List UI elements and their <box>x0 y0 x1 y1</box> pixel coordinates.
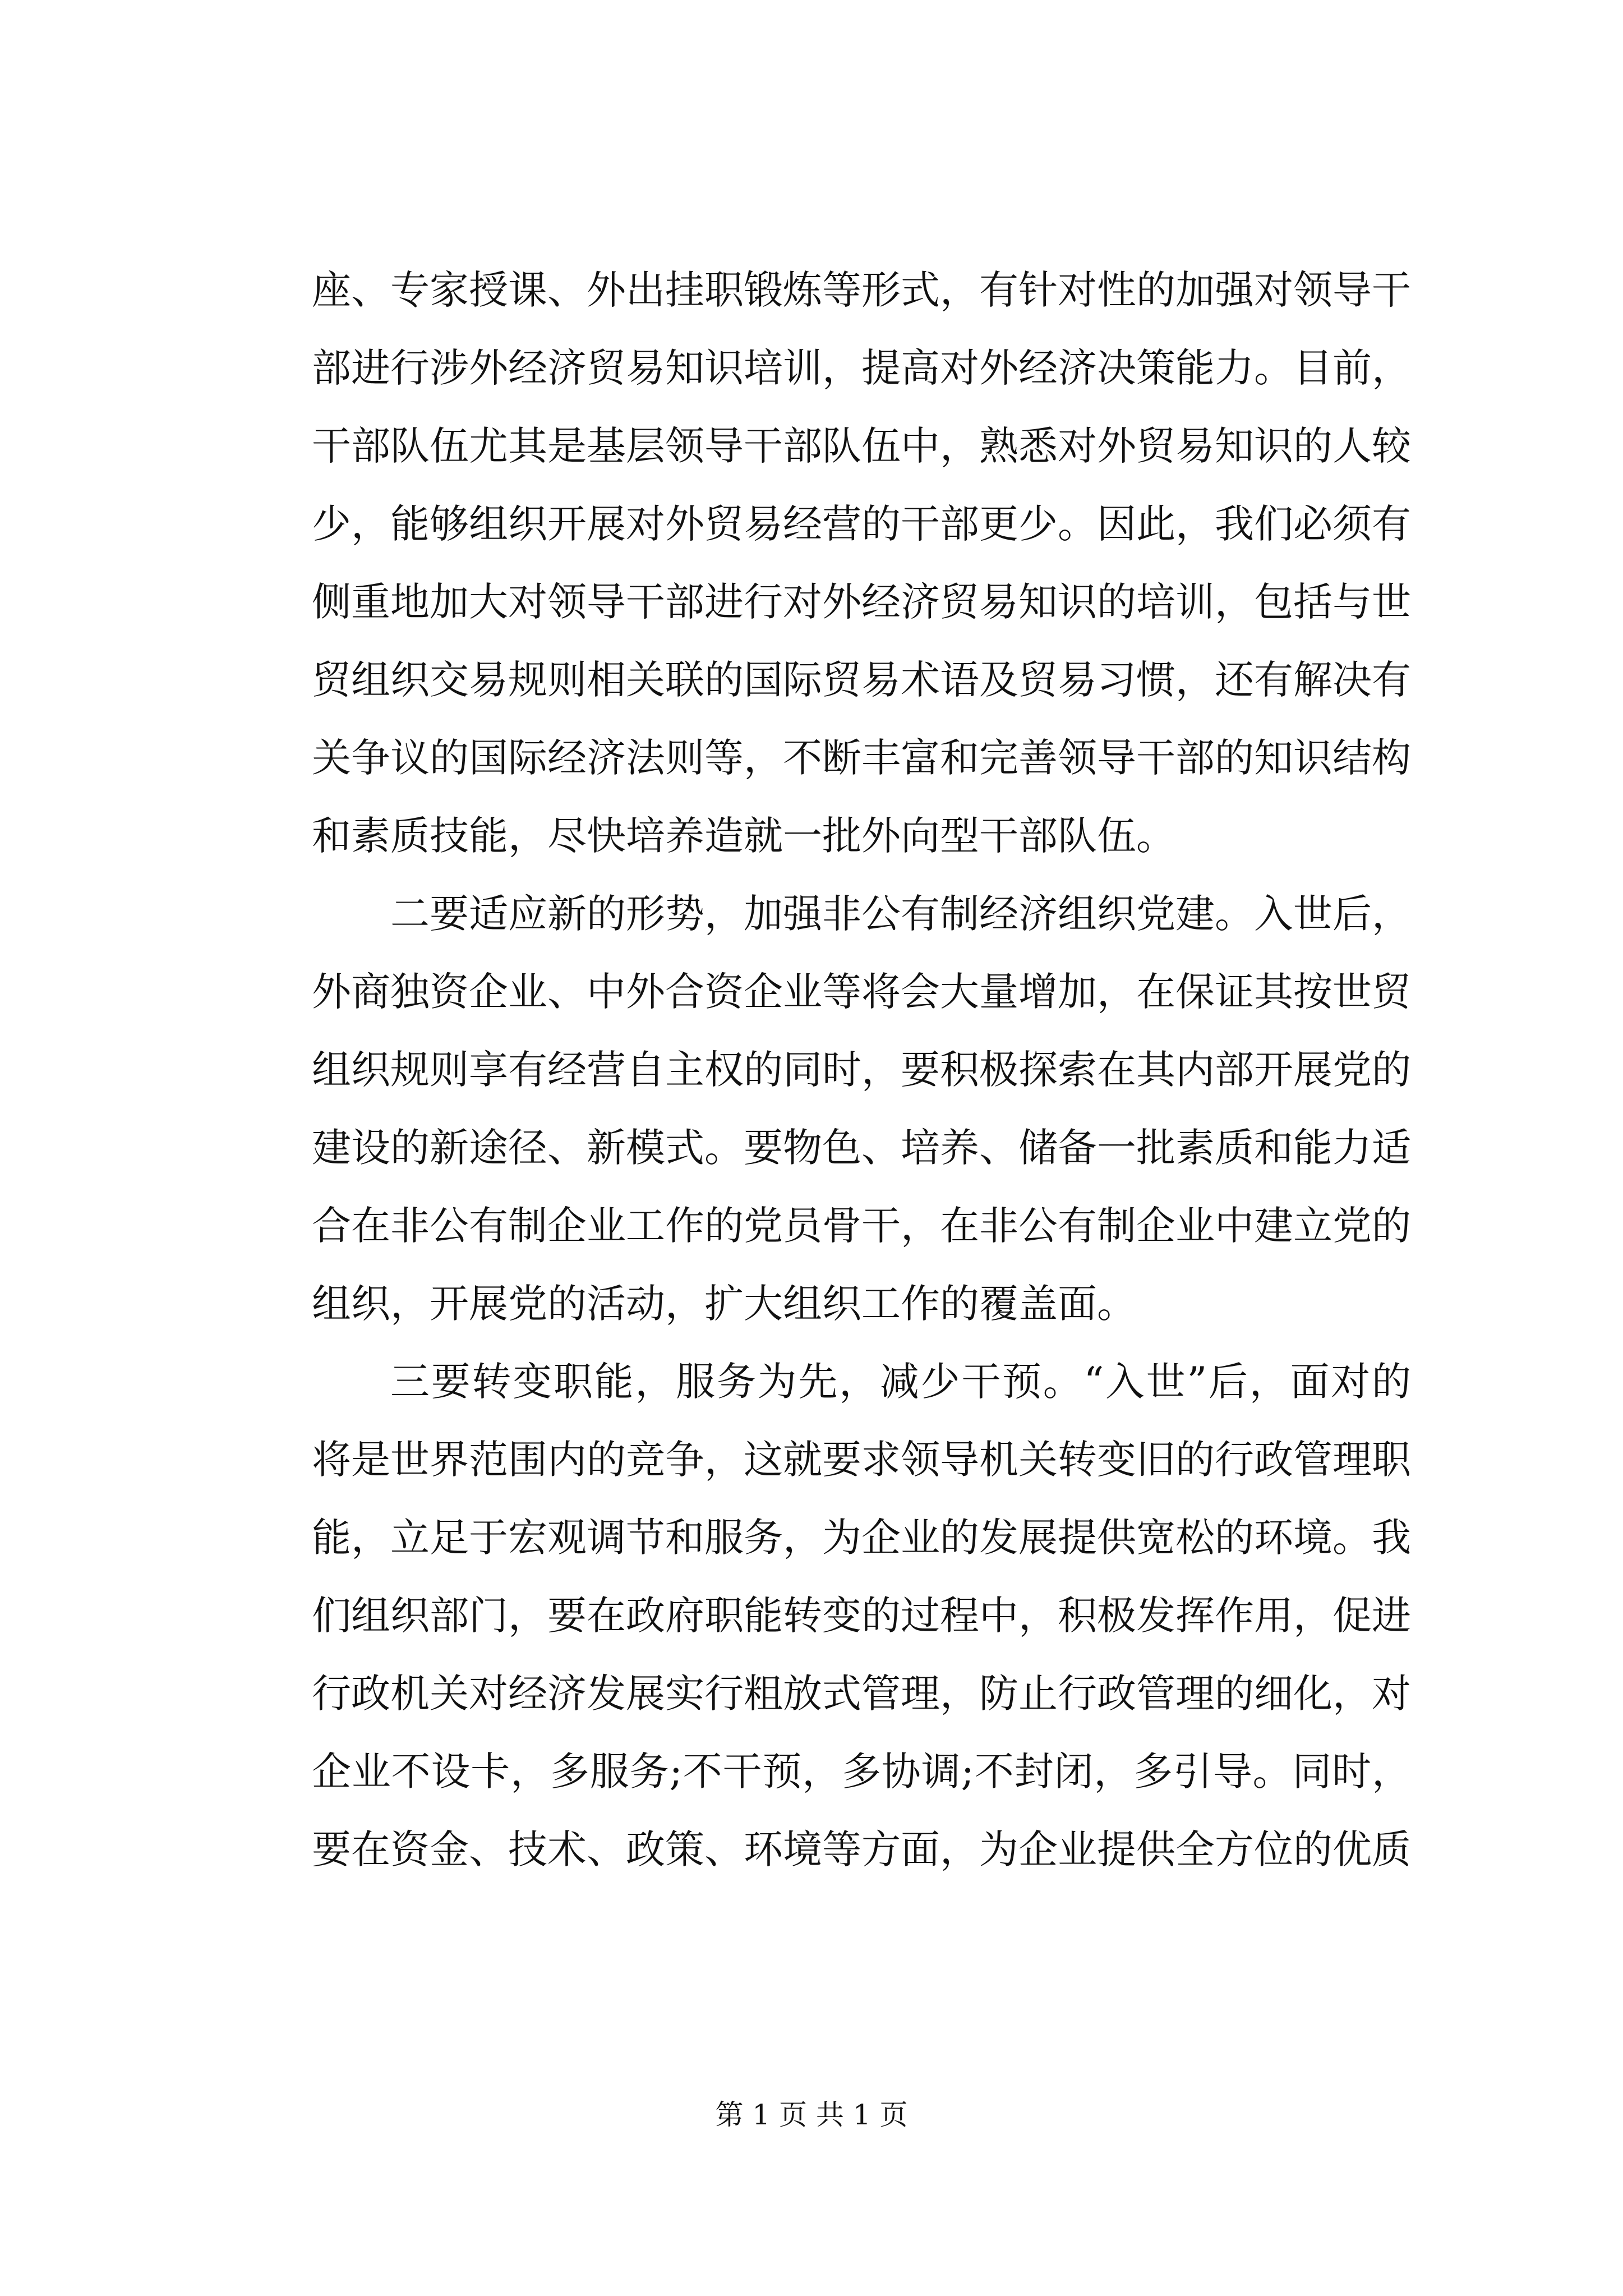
page-footer <box>0 2098 1623 2132</box>
paragraph-2: 二要适应新的形势，加强非公有制经济组织党建。入世后，外商独资企业、中外合资企业等将会大量增加，在保证其按世贸组织规则享有经营自主权的同时，要积极探索在其内部开展党的建设的新途径、新模式。要物色、培养、储备一批素质和能力适合在非公有制企业工作的党员骨干，在非公有制企业中建立党的组织，开展党的活动，扩大组织工作的覆盖面。 <box>312 891 1411 1327</box>
paragraph-1: 座、专家授课、外出挂职锻炼等形式，有针对性的加强对领导干部进行涉外经济贸易知识培训，提高对外经济决策能力。目前，干部队伍尤其是基层领导干部队伍中，熟悉对外贸易知识的人较少，能够组织开展对外贸易经营的干部更少。因此，我们必须有侧重地加大对领导干部进行对外经济贸易知识的培训，包括与世贸组织交易规则相关联的国际贸易术语及贸易习惯，还有解决有关争议的国际经济法则等，不断丰富和完善领导干部的知识结构和素质技能，尽快培养造就一批外向型干部队伍。 <box>312 267 1411 859</box>
paragraph-3: 三要转变职能，服务为先，减少干预。“入世”后，面对的将是世界范围内的竞争，这就要求领导机关转变旧的行政管理职能，立足于宏观调节和服务，为企业的发展提供宽松的环境。我们组织部门，要在政府职能转变的过程中，积极发挥作用，促进行政机关对经济发展实行粗放式管理，防止行政管理的细化，对企业不设卡，多服务;不干预，多协调;不封闭，多引导。同时，要在资金、技术、政策、环境等方面，为企业提供全方位的优质 <box>312 1359 1411 1872</box>
page-number-label: 第 1 页 共 1 页 <box>715 2099 908 2131</box>
body-text <box>312 251 1411 1889</box>
